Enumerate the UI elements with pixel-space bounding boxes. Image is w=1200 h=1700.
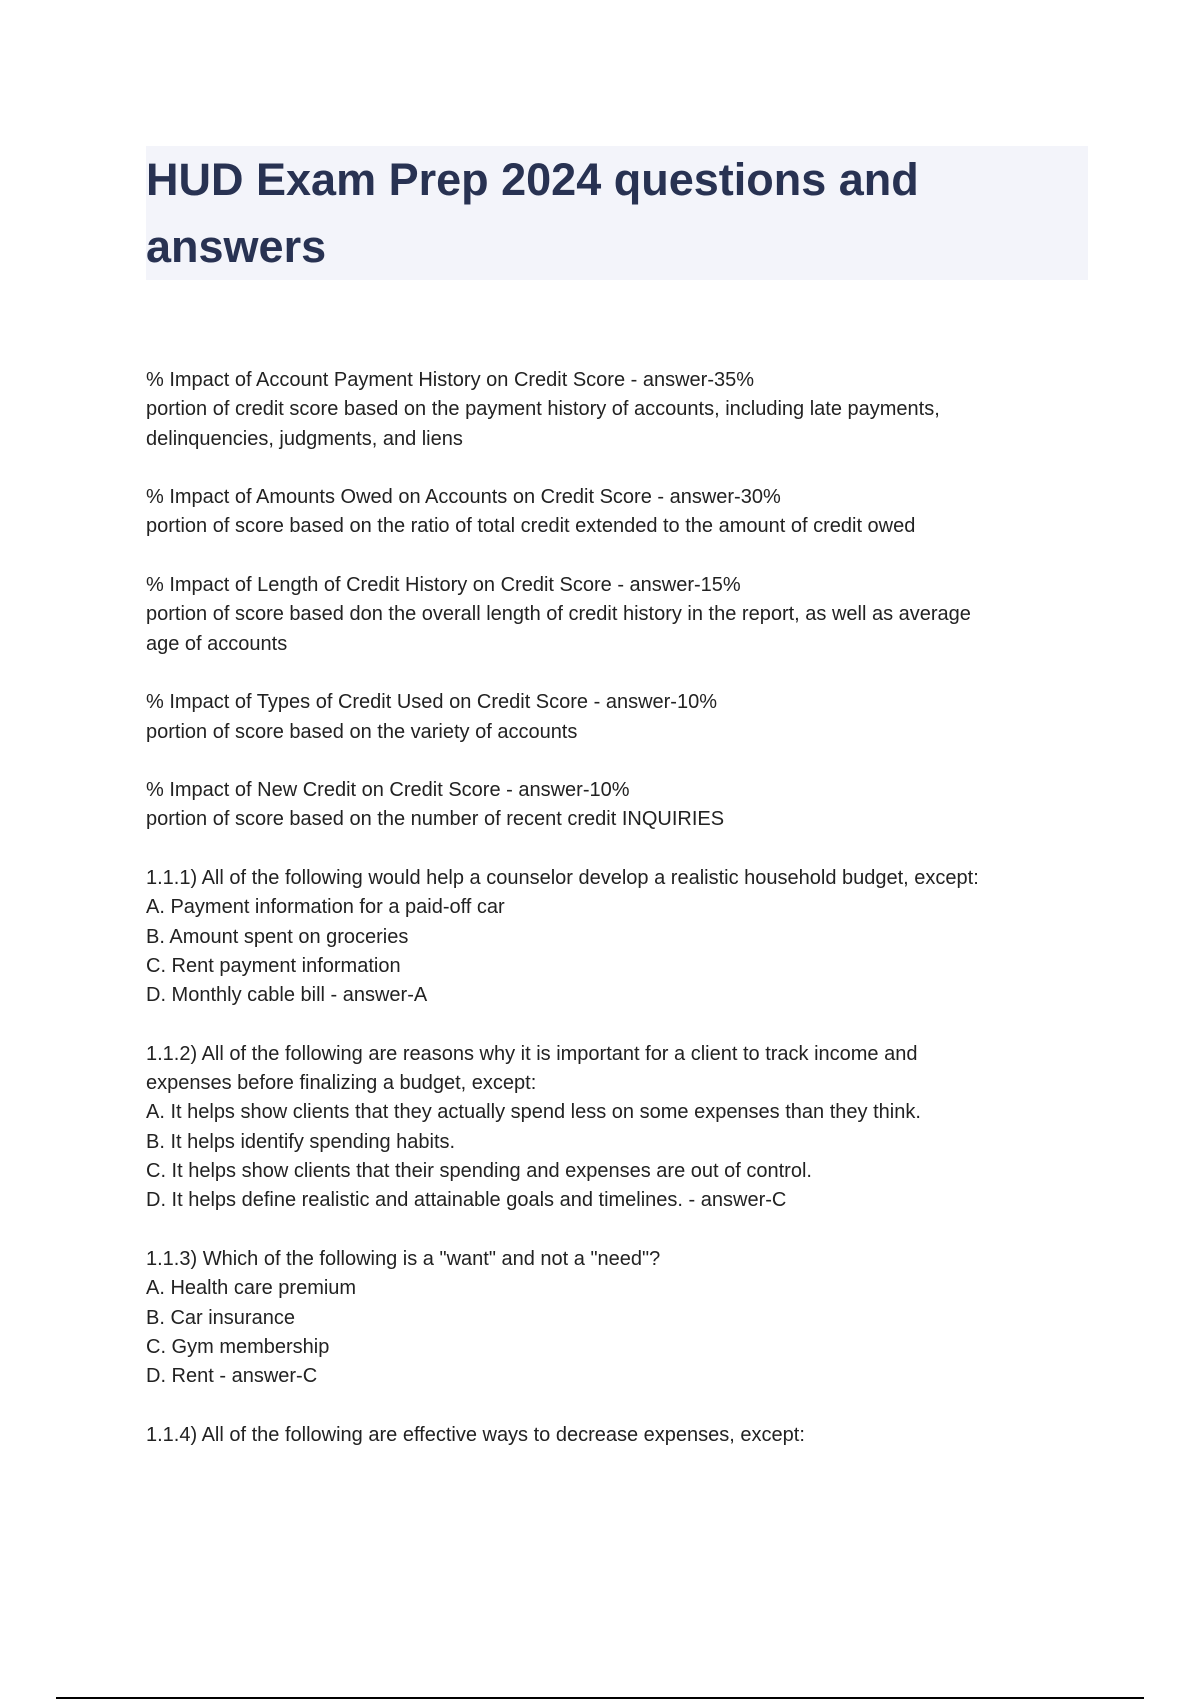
qa-line: A. It helps show clients that they actually spend less on some expenses than they think. (146, 1101, 921, 1124)
qa-line: % Impact of Amounts Owed on Accounts on Credit Score - answer-30% (146, 486, 781, 509)
qa-line: portion of score based don the overall length of credit history in the report, as well as average (146, 603, 971, 626)
qa-block (146, 1245, 1086, 1391)
qa-line: D. Monthly cable bill - answer-A (146, 984, 428, 1007)
document-body (146, 366, 1086, 1479)
qa-block (146, 571, 1086, 659)
qa-line: delinquencies, judgments, and liens (146, 427, 463, 450)
qa-line: A. Health care premium (146, 1277, 357, 1300)
qa-line: 1.1.3) Which of the following is a "want" and not a "need"? (146, 1247, 661, 1270)
qa-line: portion of score based on the variety of accounts (146, 720, 578, 743)
qa-line: 1.1.4) All of the following are effective ways to decrease expenses, except: (146, 1423, 805, 1446)
qa-line: 1.1.1) All of the following would help a counselor develop a realistic household budget, except: (146, 867, 979, 890)
qa-line: % Impact of Types of Credit Used on Credit Score - answer-10% (146, 691, 717, 714)
qa-line: B. It helps identify spending habits. (146, 1130, 456, 1153)
qa-block (146, 483, 1086, 542)
qa-block (146, 366, 1086, 454)
title-banner (146, 146, 1088, 280)
qa-line: C. It helps show clients that their spending and expenses are out of control. (146, 1160, 812, 1183)
qa-block (146, 688, 1086, 747)
qa-line: expenses before finalizing a budget, except: (146, 1072, 537, 1095)
qa-line: % Impact of Length of Credit History on Credit Score - answer-15% (146, 574, 741, 597)
page-title: HUD Exam Prep 2024 questions and answers (146, 154, 919, 272)
qa-block (146, 1421, 1086, 1450)
qa-block (146, 776, 1086, 835)
qa-block (146, 1040, 1086, 1216)
qa-line: % Impact of New Credit on Credit Score - answer-10% (146, 779, 630, 802)
qa-line: D. It helps define realistic and attainable goals and timelines. - answer-C (146, 1189, 787, 1212)
qa-line: portion of score based on the ratio of total credit extended to the amount of credit owed (146, 515, 916, 538)
qa-line: B. Car insurance (146, 1306, 295, 1329)
qa-line: B. Amount spent on groceries (146, 925, 409, 948)
footer-divider (56, 1697, 1144, 1699)
qa-line: portion of credit score based on the payment history of accounts, including late payments, (146, 398, 940, 421)
qa-line: A. Payment information for a paid-off car (146, 896, 505, 919)
qa-line: C. Gym membership (146, 1335, 330, 1358)
qa-line: 1.1.2) All of the following are reasons why it is important for a client to track income and (146, 1042, 918, 1065)
qa-block (146, 864, 1086, 1010)
qa-line: C. Rent payment information (146, 954, 401, 977)
qa-line: D. Rent - answer-C (146, 1365, 318, 1388)
qa-line: % Impact of Account Payment History on Credit Score - answer-35% (146, 369, 755, 391)
qa-line: portion of score based on the number of recent credit INQUIRIES (146, 808, 725, 831)
qa-line: age of accounts (146, 632, 288, 655)
